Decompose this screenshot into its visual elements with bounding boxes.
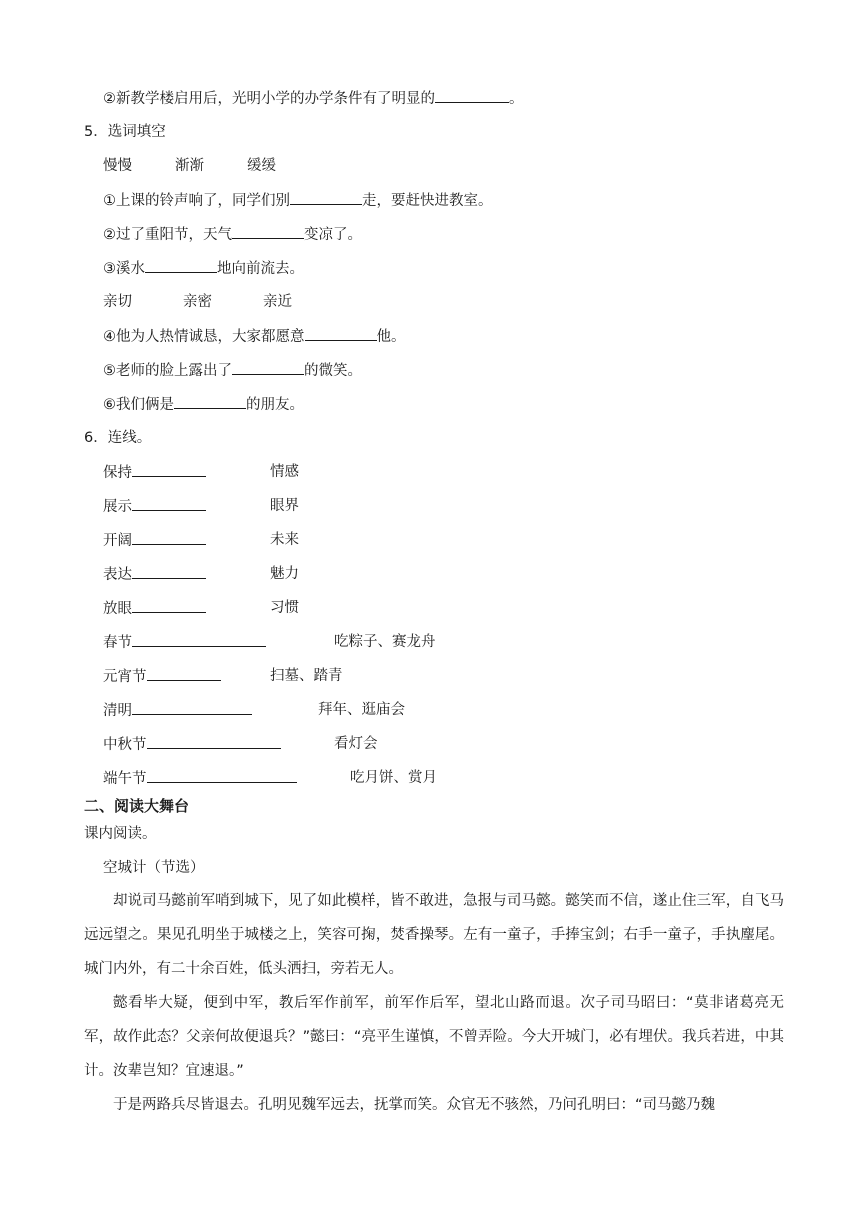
q5-item-blank[interactable] (290, 190, 362, 205)
q6-pair-right: 扫墓、踏青 (270, 668, 343, 684)
q5-item-text-before: ①上课的铃声响了，同学们别 (103, 193, 290, 209)
q6-left-word: 中秋节 (103, 737, 147, 753)
q6-pair-left (103, 768, 297, 789)
q6-left-word: 展示 (103, 499, 132, 515)
passage-paragraph-3: 于是两路兵尽皆退去。孔明见魏军远去，抚掌而笑。众官无不骇然，乃问孔明曰：“司马懿乃魏 (113, 1097, 716, 1113)
q6-pair-right: 习惯 (270, 600, 299, 616)
q5-word-1: 慢慢 (103, 158, 132, 174)
q5-item-text-after: 的朋友。 (246, 397, 304, 413)
q6-pair-left (103, 734, 281, 755)
q5-word-5: 亲密 (183, 294, 212, 310)
q6-title: 6．连线。 (84, 430, 152, 446)
q4-item-2-text-after: 。 (509, 91, 524, 107)
q6-line-blank[interactable] (147, 734, 281, 749)
q5-item-blank[interactable] (305, 326, 377, 341)
q5-item-text-before: ③溪水 (103, 261, 145, 277)
passage-paragraph-2: 懿看毕大疑，便到中军，教后军作前军，前军作后军，望北山路而退。次子司马昭曰：“莫非诸葛亮无军，故作此态？父亲何故便退兵？”懿曰：“亮平生谨慎，不曾弄险。今大开城门，必有埋伏。我兵若进，中其计。汝辈岂知？宜速退。” (84, 995, 784, 1079)
q5-word-3: 缓缓 (247, 158, 276, 174)
q6-pair-right: 吃月饼、赏月 (350, 770, 437, 786)
q6-pair-right: 魅力 (270, 566, 299, 582)
q5-item-blank[interactable] (232, 360, 304, 375)
q6-line-blank[interactable] (132, 632, 266, 647)
q6-pair-right: 看灯会 (334, 736, 378, 752)
q6-left-word: 放眼 (103, 601, 132, 617)
passage-title: 空城计（节选） (103, 860, 205, 876)
q5-item-text-after: 变凉了。 (304, 227, 362, 243)
q5-item-blank[interactable] (232, 224, 304, 239)
q6-pair-right: 眼界 (270, 498, 299, 514)
q6-line-blank[interactable] (132, 700, 252, 715)
q6-left-word: 清明 (103, 703, 132, 719)
q5-item-text-after: 地向前流去。 (217, 261, 304, 277)
q6-pair-left (103, 564, 206, 585)
q6-pair-right: 未来 (270, 532, 299, 548)
q6-pair-right: 拜年、逛庙会 (318, 702, 405, 718)
q4-item-2-text-before: ②新教学楼启用后，光明小学的办学条件有了明显的 (103, 91, 435, 107)
q5-word-bank-1 (103, 156, 276, 176)
q6-line-blank[interactable] (132, 530, 206, 545)
q5-item-6 (103, 394, 304, 415)
section-intro: 课内阅读。 (84, 826, 157, 842)
q5-item-4 (103, 326, 406, 347)
q5-word-bank-2 (103, 292, 292, 312)
q5-word-4: 亲切 (103, 294, 132, 310)
q6-pair-left (103, 700, 252, 721)
q5-item-text-before: ⑤老师的脸上露出了 (103, 363, 232, 379)
q6-left-word: 元宵节 (103, 669, 147, 685)
q6-pair-left (103, 632, 266, 653)
q5-item-blank[interactable] (145, 258, 217, 273)
q5-item-text-before: ⑥我们俩是 (103, 397, 174, 413)
q5-word-2: 渐渐 (175, 158, 204, 174)
q5-item-5 (103, 360, 362, 381)
passage-paragraph-1: 却说司马懿前军哨到城下，见了如此模样，皆不敢进，急报与司马懿。懿笑而不信，遂止住三军，自飞马远远望之。果见孔明坐于城楼之上，笑容可掬，焚香操琴。左有一童子，手捧宝剑；右手一童子，手执麈尾。城门内外，有二十余百姓，低头洒扫，旁若无人。 (84, 893, 784, 977)
q6-line-blank[interactable] (132, 462, 206, 477)
q6-left-word: 保持 (103, 465, 132, 481)
section-heading: 二、阅读大舞台 (84, 797, 190, 815)
q6-line-blank[interactable] (147, 666, 221, 681)
q5-item-text-after: 的微笑。 (304, 363, 362, 379)
q5-word-6: 亲近 (263, 294, 292, 310)
q5-item-text-before: ④他为人热情诚恳，大家都愿意 (103, 329, 305, 345)
q6-pair-left (103, 530, 206, 551)
q6-line-blank[interactable] (132, 598, 206, 613)
q6-left-word: 表达 (103, 567, 132, 583)
q6-line-blank[interactable] (147, 768, 297, 783)
q5-item-3 (103, 258, 304, 279)
q6-pair-right: 情感 (270, 464, 299, 480)
q6-left-word: 开阔 (103, 533, 132, 549)
q5-item-1 (103, 190, 493, 211)
q5-item-text-after: 他。 (376, 329, 406, 345)
q5-item-blank[interactable] (174, 394, 246, 409)
q5-title: 5．选词填空 (84, 124, 166, 140)
q6-line-blank[interactable] (132, 564, 206, 579)
q6-left-word: 春节 (103, 635, 132, 651)
q5-item-text-after: 走，要赶快进教室。 (362, 193, 493, 209)
q6-line-blank[interactable] (132, 496, 206, 511)
q5-item-2 (103, 224, 362, 245)
q6-pair-left (103, 496, 206, 517)
q5-item-text-before: ②过了重阳节，天气 (103, 227, 232, 243)
q6-left-word: 端午节 (103, 771, 147, 787)
q4-item-2 (103, 88, 524, 109)
q4-item-2-blank[interactable] (435, 88, 509, 103)
q6-pair-left (103, 666, 221, 687)
q6-pair-right: 吃粽子、赛龙舟 (334, 634, 436, 650)
q6-pair-left (103, 462, 206, 483)
q6-pair-left (103, 598, 206, 619)
